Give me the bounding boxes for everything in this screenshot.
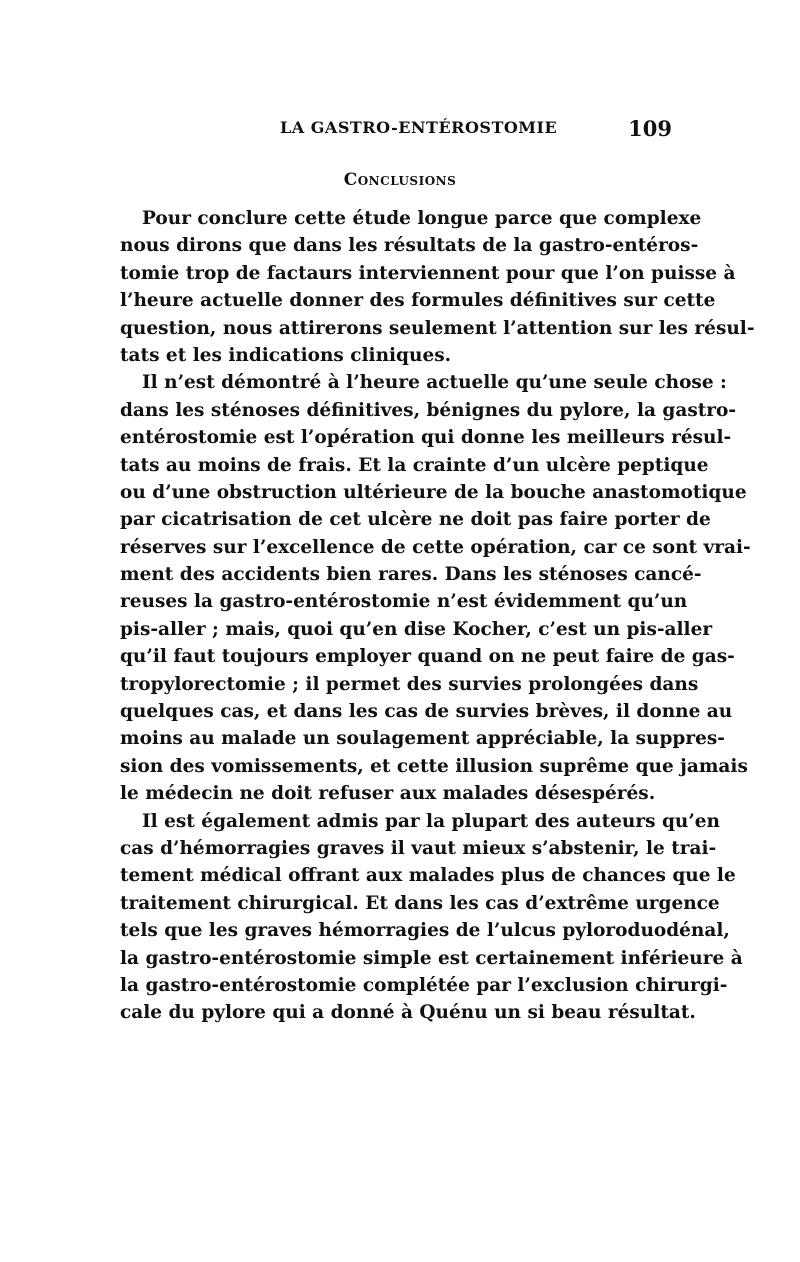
paragraph-2-line-9: reuses la gastro-entérostomie n’est évidemment qu’un (120, 591, 688, 613)
paragraph-1-line-6: tats et les indications cliniques. (120, 344, 452, 366)
paragraph-3-line-8: cale du pylore qui a donné à Quénu un si beau résultat. (120, 1002, 696, 1024)
paragraph-2-line-14: moins au malade un soulagement appréciable, la suppres- (120, 728, 725, 750)
paragraph-2-line-16: le médecin ne doit refuser aux malades désespérés. (120, 783, 656, 805)
running-title: LA GASTRO-ENTÉROSTOMIE (280, 118, 558, 137)
paragraph-2-line-4: tats au moins de frais. Et la crainte d’un ulcère peptique (120, 454, 709, 476)
page-number: 109 (628, 116, 672, 141)
paragraph-3-line-1: Il est également admis par la plupart des auteurs qu’en (142, 810, 720, 832)
paragraph-3-line-3: tement médical offrant aux malades plus de chances que le (120, 865, 736, 887)
paragraph-3-line-6: la gastro-entérostomie simple est certainement inférieure à (120, 947, 743, 969)
paragraph-2-line-11: qu’il faut toujours employer quand on ne peut faire de gas- (120, 646, 735, 668)
paragraph-2-line-3: entérostomie est l’opération qui donne les meilleurs résul- (120, 427, 732, 449)
paragraph-1-line-2: nous dirons que dans les résultats de la gastro-entéros- (120, 235, 699, 257)
paragraph-3-line-2: cas d’hémorragies graves il vaut mieux s’abstenir, le trai- (120, 837, 717, 859)
paragraph-2-line-12: tropylorectomie ; il permet des survies prolongées dans (120, 673, 699, 695)
paragraph-2-line-13: quelques cas, et dans les cas de survies brèves, il donne au (120, 701, 733, 723)
paragraph-2-line-15: sion des vomissements, et cette illusion suprême que jamais (120, 755, 748, 777)
paragraph-2-line-5: ou d’une obstruction ultérieure de la bouche anastomotique (120, 481, 747, 503)
paragraph-2-line-2: dans les sténoses définitives, bénignes du pylore, la gastro- (120, 399, 737, 421)
paragraph-3-line-7: la gastro-entérostomie complétée par l’exclusion chirurgi- (120, 974, 728, 996)
body-text (120, 205, 755, 1027)
paragraph-2-line-10: pis-aller ; mais, quoi qu’en dise Kocher, c’est un pis-aller (120, 618, 713, 640)
paragraph-2-line-1: Il n’est démontré à l’heure actuelle qu’une seule chose : (142, 372, 727, 394)
section-title: Conclusions (343, 170, 457, 190)
paragraph-1-line-4: l’heure actuelle donner des formules définitives sur cette (120, 290, 716, 312)
running-head (120, 116, 680, 144)
paragraph-3-line-4: traitement chirurgical. Et dans les cas d’extrême urgence (120, 892, 720, 914)
paragraph-3-line-5: tels que les graves hémorragies de l’ulcus pyloroduodénal, (120, 920, 730, 942)
paragraph-1-line-1: Pour conclure cette étude longue parce que complexe (142, 208, 702, 229)
paragraph-2-line-6: par cicatrisation de cet ulcère ne doit pas faire porter de (120, 509, 711, 531)
paragraph-1-line-3: tomie trop de factaurs interviennent pour que l’on puisse à (120, 262, 736, 284)
paragraph-2-line-8: ment des accidents bien rares. Dans les sténoses cancé- (120, 564, 702, 586)
paragraph-2-line-7: réserves sur l’excellence de cette opération, car ce sont vrai- (120, 536, 751, 558)
paragraph-1-line-5: question, nous attirerons seulement l’attention sur les résul- (120, 317, 755, 339)
